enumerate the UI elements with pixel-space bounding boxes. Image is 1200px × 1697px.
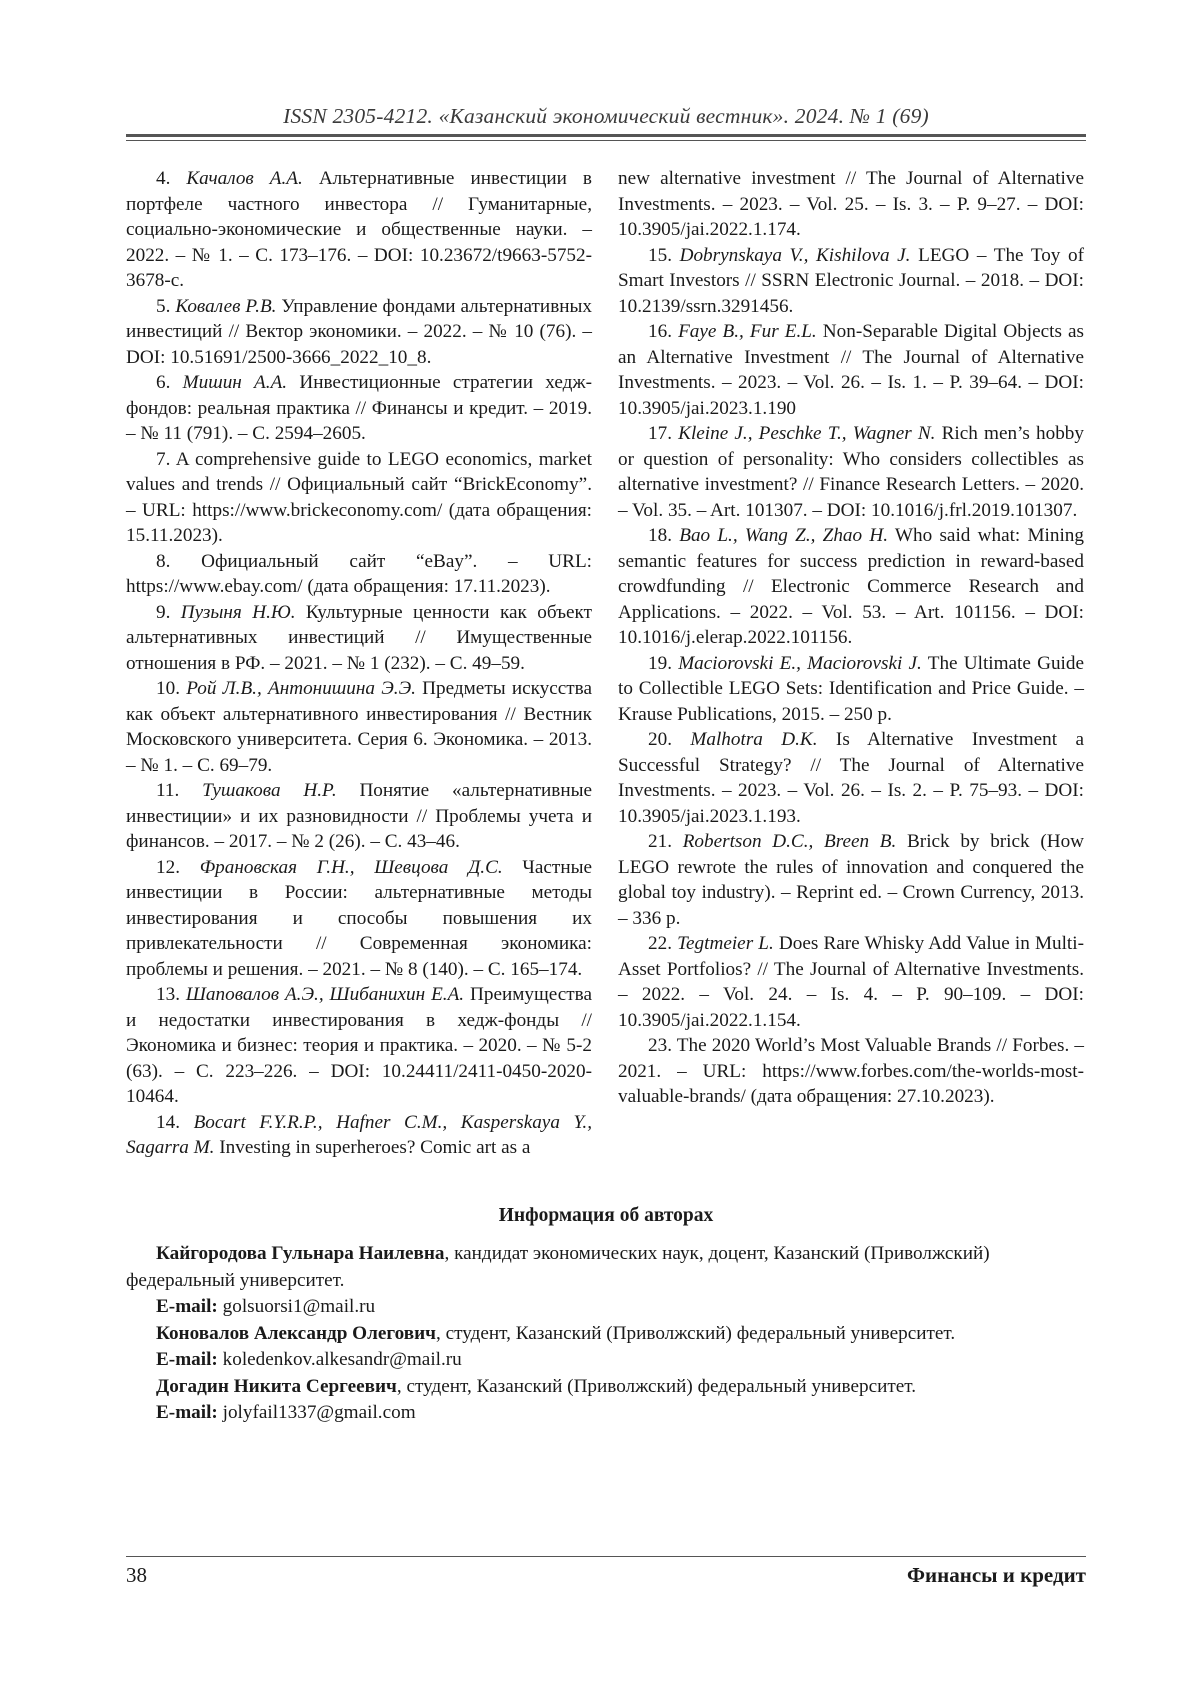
reference-item: 4. Качалов А.А. Альтернативные инвестиции в портфеле частного инвестора // Гуманитарные, социально-экономические и общественные науки. – 2022. – № 1. – С. 173–176. – DOI: 10.23672/t9663-5752-3678-c.	[126, 168, 592, 291]
email-link[interactable]: jolyfail1337@gmail.com	[217, 1402, 416, 1423]
reference-item: 11. Тушакова Н.Р. Понятие «альтернативные инвестиции» и их разновидности // Проблемы учета и финансов. – 2017. – № 2 (26). – С. 43–46.	[126, 780, 593, 852]
reference-item: 17. Kleine J., Peschke T., Wagner N. Rich men’s hobby or question of personality: Who considers collectibles as alternative investment? // Finance Research Letters. – 2020. – Vol. 35. – Art. 101307. – DOI: 10.1016/j.frl.2019.101307.	[618, 423, 1084, 521]
author-email: E-mail: koledenkov.alkesandr@mail.ru	[156, 1349, 462, 1370]
reference-item: 16. Faye B., Fur E.L. Non-Separable Digital Objects as an Alternative Investment // The Journal of Alternative Investments. – 2023. – Vol. 26. – Is. 1. – P. 39–64. – DOI: 10.3905/jai.2023.1.190	[618, 321, 1085, 419]
footer-rule	[126, 1556, 1086, 1557]
email-link[interactable]: koledenkov.alkesandr@mail.ru	[217, 1349, 462, 1370]
author-entry: Коновалов Александр Олегович, студент, Казанский (Приволжский) федеральный университет.	[156, 1322, 956, 1344]
reference-item: 18. Bao L., Wang Z., Zhao H. Who said what: Mining semantic features for success prediction in reward-based crowdfunding // Electronic Commerce Research and Applications. – 2022. – Vol. 53. – Art. 101156. – DOI: 10.1016/j.elerap.2022.101156.	[618, 525, 1084, 648]
reference-item: 9. Пузыня Н.Ю. Культурные ценности как объект альтернативных инвестиций // Имущественные отношения в РФ. – 2021. – № 1 (232). – С. 49–59.	[126, 601, 593, 674]
running-header: ISSN 2305-4212. «Казанский экономический вестник». 2024. № 1 (69)	[283, 104, 929, 128]
references-right-column	[618, 166, 1084, 1110]
reference-item: 7. A comprehensive guide to LEGO economics, market values and trends // Официальный сайт “BrickEconomy”. – URL: https://www.brickeconomy.com/ (дата обращения: 15.11.2023).	[126, 448, 592, 546]
reference-item: 13. Шаповалов А.Э., Шибанихин Е.А. Преимущества и недостатки инвестирования в хедж-фонды // Экономика и бизнес: теория и практика. – 2020. – № 5-2 (63). – С. 223–226. – DOI: 10.24411/2411-0450-2020-10464.	[126, 984, 592, 1107]
reference-item: 22. Tegtmeier L. Does Rare Whisky Add Value in Multi-Asset Portfolios? // The Journal of Alternative Investments. – 2022. – Vol. 24. – Is. 4. – P. 90–109. – DOI: 10.3905/jai.2022.1.154.	[618, 933, 1084, 1031]
author-entry: Догадин Никита Сергеевич, студент, Казанский (Приволжский) федеральный университет.	[156, 1375, 917, 1397]
email-link[interactable]: golsuorsi1@mail.ru	[217, 1296, 376, 1317]
author-email: E-mail: jolyfail1337@gmail.com	[156, 1402, 416, 1423]
reference-item: 19. Maciorovski E., Maciorovski J. The Ultimate Guide to Collectible LEGO Sets: Identification and Price Guide. – Krause Publications, 2015. – 250 p.	[618, 652, 1085, 725]
header-rule-thick	[126, 134, 1086, 137]
authors-info-heading: Информация об авторах	[498, 1205, 714, 1226]
reference-item: 15. Dobrynskaya V., Kishilova J. LEGO – The Toy of Smart Investors // SSRN Electronic Journal. – 2018. – DOI: 10.2139/ssrn.3291456.	[618, 244, 1085, 317]
reference-item: 23. The 2020 World’s Most Valuable Brands // Forbes. – 2021. – URL: https://www.forbes.com/the-worlds-most-valuable-brands/ (дата обращения: 27.10.2023).	[618, 1035, 1085, 1107]
page-number: 38	[126, 1563, 147, 1587]
reference-item: 6. Мишин А.А. Инвестиционные стратегии хедж-фондов: реальная практика // Финансы и кредит. – 2019. – № 11 (791). – С. 2594–2605.	[126, 372, 593, 444]
reference-item: 5. Ковалев Р.В. Управление фондами альтернативных инвестиций // Вектор экономики. – 2022. – № 10 (76). – DOI: 10.51691/2500-3666_2022_10_8.	[126, 295, 593, 368]
reference-item: 21. Robertson D.C., Breen B. Brick by brick (How LEGO rewrote the rules of innovation and conquered the global toy industry). – Reprint ed. – Crown Currency, 2013. – 336 p.	[618, 831, 1085, 929]
references-left-column	[126, 166, 592, 1161]
author-entry: Кайгородова Гульнара Наилевна, кандидат экономических наук, доцент, Казанский (Приволжский) федеральный университет.	[126, 1243, 990, 1291]
reference-item: 20. Malhotra D.K. Is Alternative Investment a Successful Strategy? // The Journal of Alternative Investments. – 2023. – Vol. 26. – Is. 2. – P. 75–93. – DOI: 10.3905/jai.2023.1.193.	[618, 729, 1084, 827]
reference-item: 10. Рой Л.В., Антонишина Э.Э. Предметы искусства как объект альтернативного инвестирования // Вестник Московского университета. Серия 6. Экономика. – 2013. – № 1. – С. 69–79.	[126, 678, 592, 776]
reference-item: 12. Франовская Г.Н., Шевцова Д.С. Частные инвестиции в России: альтернативные методы инвестирования и способы повышения их привлекательности // Современная экономика: проблемы и решения. – 2021. – № 8 (140). – С. 165–174.	[126, 856, 592, 980]
header-rule-thin	[126, 140, 1086, 141]
author-email: E-mail: golsuorsi1@mail.ru	[156, 1296, 376, 1317]
reference-continuation: new alternative investment // The Journal of Alternative Investments. – 2023. – Vol. 25. – Is. 3. – P. 9–27. – DOI: 10.3905/jai.2022.1.174.	[618, 168, 1084, 240]
authors-info-block	[126, 1241, 1086, 1427]
journal-section-title: Финансы и кредит	[906, 1563, 1086, 1587]
reference-item: 14. Bocart F.Y.R.P., Hafner C.M., Kasperskaya Y., Sagarra M. Investing in superheroes? Comic art as a	[126, 1111, 593, 1158]
reference-item: 8. Официальный сайт “eBay”. – URL: https://www.ebay.com/ (дата обращения: 17.11.2023).	[126, 550, 592, 597]
